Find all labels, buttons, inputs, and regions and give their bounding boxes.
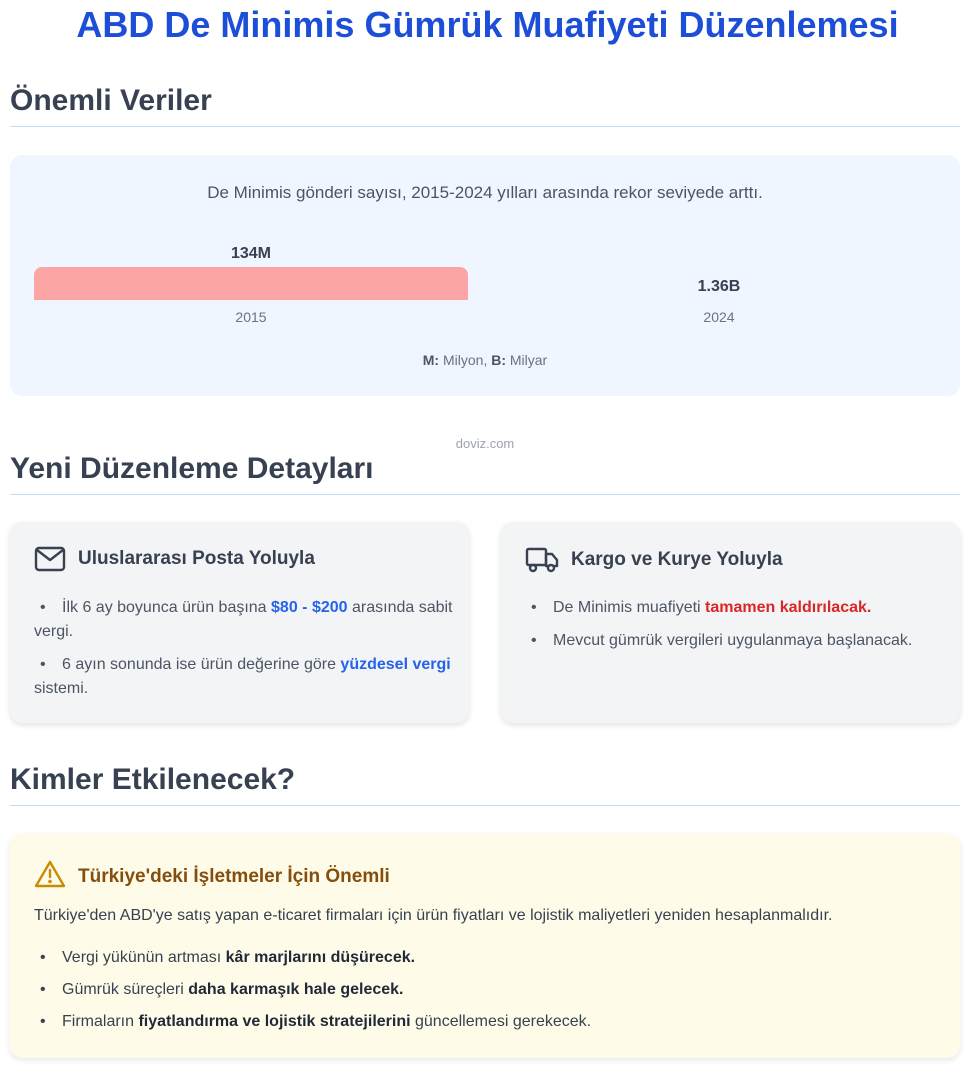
bar-2015 bbox=[34, 267, 468, 300]
warning-icon bbox=[34, 859, 66, 894]
section-title-key-data: Önemli Veriler bbox=[10, 84, 960, 127]
truck-icon bbox=[525, 546, 559, 574]
list-item-text: sistemi. bbox=[34, 680, 89, 697]
watermark: doviz.com bbox=[455, 436, 515, 451]
cargo-list bbox=[525, 596, 945, 662]
list-item bbox=[525, 596, 945, 620]
list-item bbox=[34, 1010, 944, 1034]
legend-b-key: B: bbox=[491, 352, 506, 368]
list-item-text: İlk 6 ay boyunca ürün başına bbox=[62, 599, 272, 616]
list-item-emphasis: kâr marjlarını düşürecek. bbox=[225, 949, 416, 966]
list-item bbox=[34, 978, 944, 1002]
bar-value-label-2024: 1.36B bbox=[697, 278, 741, 295]
legend-b-text: Milyar bbox=[506, 352, 548, 368]
stats-description: De Minimis gönderi sayısı, 2015-2024 yılları arasında rekor seviyede arttı. bbox=[207, 183, 763, 202]
cargo-card bbox=[501, 522, 960, 723]
removal-highlight: tamamen kaldırılacak. bbox=[705, 599, 872, 616]
bar-value-label-2015: 134M bbox=[230, 245, 272, 262]
postal-list bbox=[34, 596, 454, 710]
impact-card bbox=[10, 834, 960, 1058]
list-item-emphasis: fiyatlandırma ve lojistik stratejilerini bbox=[138, 1013, 411, 1030]
mail-icon bbox=[34, 546, 66, 572]
page-title: ABD De Minimis Gümrük Muafiyeti Düzenlemesi bbox=[76, 4, 899, 45]
unit-legend bbox=[10, 352, 960, 368]
impact-title: Türkiye'deki İşletmeler İçin Önemli bbox=[78, 865, 390, 887]
legend-m-text: Milyon, bbox=[439, 352, 492, 368]
list-item-text: arasında sabit vergi. bbox=[34, 599, 453, 640]
list-item-text: De Minimis muafiyeti bbox=[553, 599, 706, 616]
postal-card bbox=[10, 522, 469, 723]
bar-year-label-2015: 2015 bbox=[235, 309, 267, 325]
list-item-text: Vergi yükünün artması bbox=[62, 949, 226, 966]
stats-card bbox=[10, 155, 960, 396]
impact-description: Türkiye'den ABD'ye satış yapan e-ticaret firmaları için ürün fiyatları ve lojistik maliyetleri yeniden hesaplanmalıdır. bbox=[34, 907, 833, 924]
legend-m-key: M: bbox=[422, 352, 440, 368]
list-item-text: Firmaların bbox=[62, 1013, 139, 1030]
postal-card-title: Uluslararası Posta Yoluyla bbox=[78, 548, 315, 569]
list-item-text: güncellemesi gerekecek. bbox=[410, 1013, 592, 1030]
list-item bbox=[34, 653, 454, 701]
list-item bbox=[34, 596, 454, 644]
list-item-text: Gümrük süreçleri bbox=[62, 981, 189, 998]
price-range-highlight: $80 - $200 bbox=[271, 599, 348, 616]
list-item bbox=[34, 946, 944, 970]
bar-year-label-2024: 2024 bbox=[703, 309, 735, 325]
section-title-details: Yeni Düzenleme Detayları bbox=[10, 452, 960, 495]
list-item bbox=[525, 629, 945, 653]
percentage-tax-highlight: yüzdesel vergi bbox=[340, 656, 451, 673]
list-item-text: Mevcut gümrük vergileri uygulanmaya başlanacak. bbox=[553, 632, 913, 649]
list-item-text: 6 ayın sonunda ise ürün değerine göre bbox=[62, 656, 341, 673]
list-item-emphasis: daha karmaşık hale gelecek. bbox=[188, 981, 404, 998]
impact-list bbox=[34, 946, 944, 1042]
cargo-card-title: Kargo ve Kurye Yoluyla bbox=[571, 549, 783, 570]
section-title-affected: Kimler Etkilenecek? bbox=[10, 763, 960, 806]
